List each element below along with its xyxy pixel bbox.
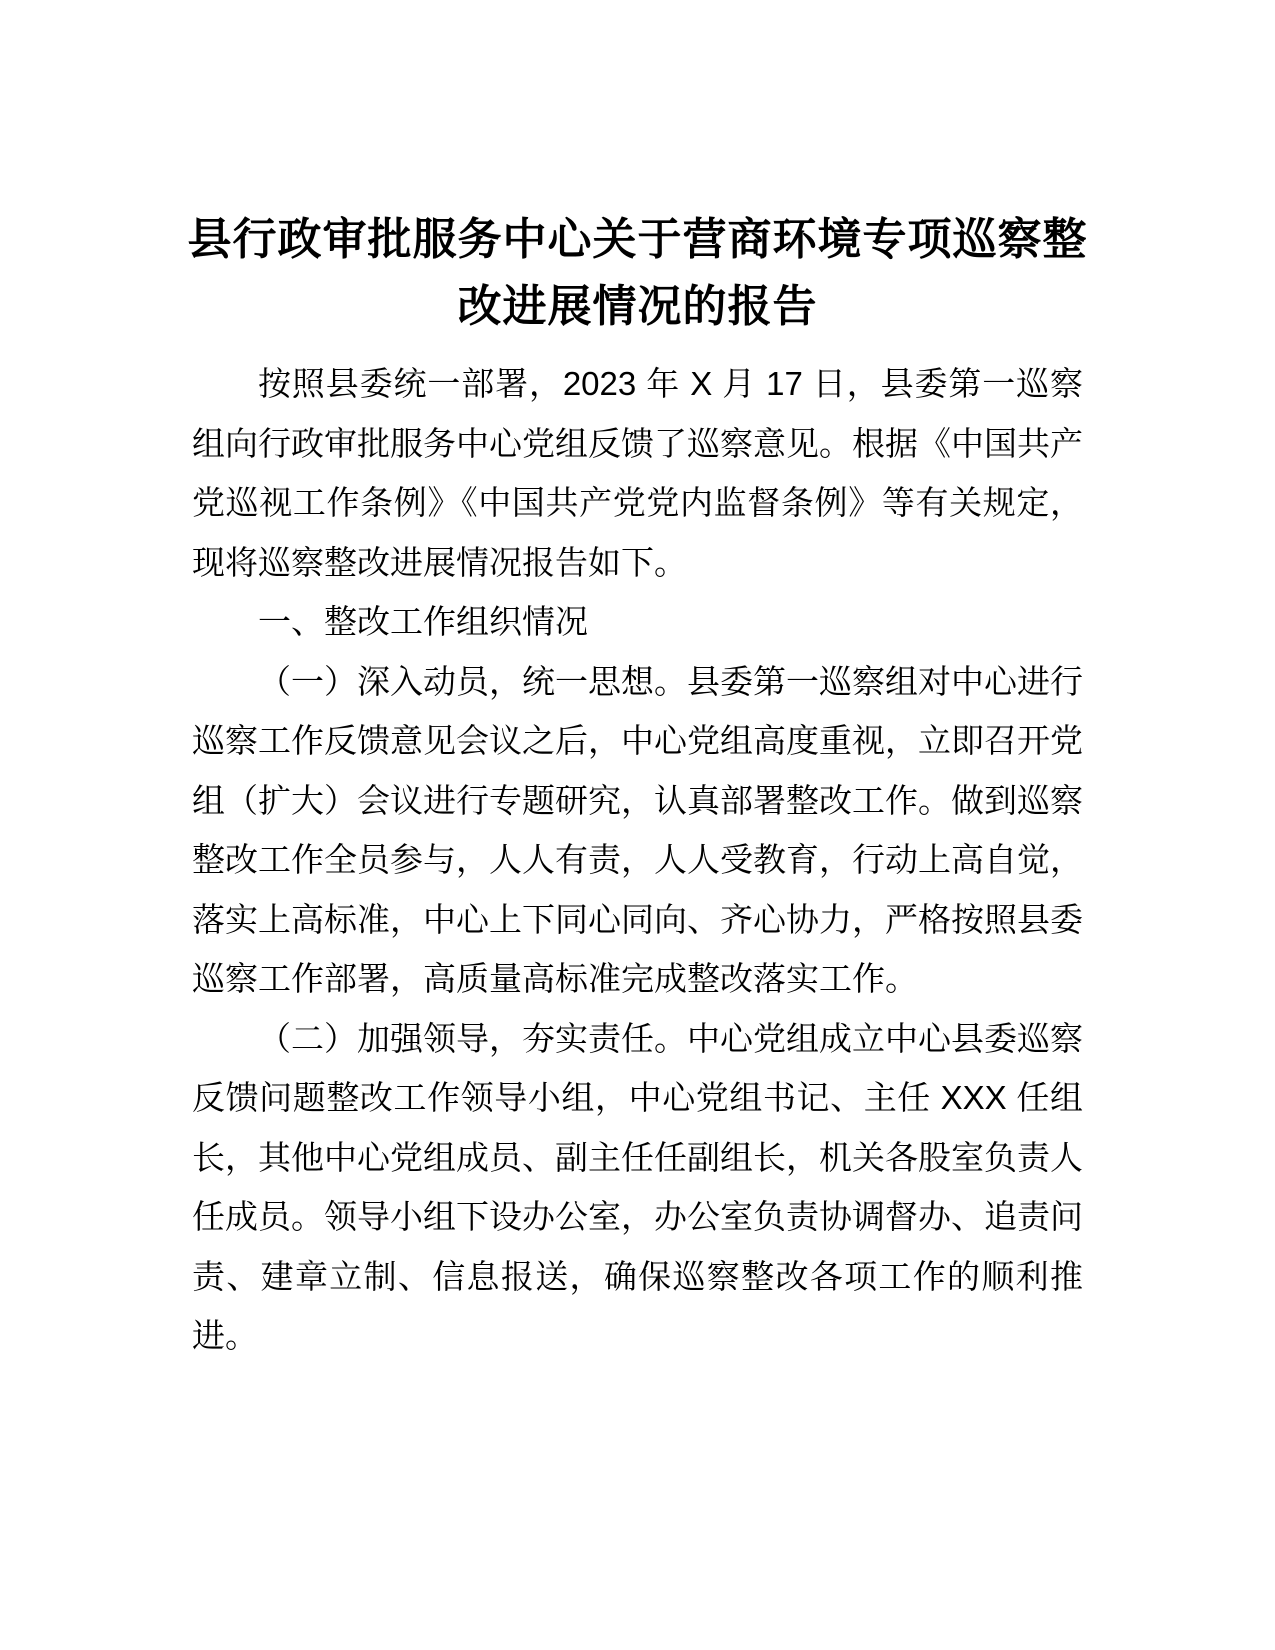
paragraph-2-line-6: 巡察工作部署，高质量高标准完成整改落实工作。	[192, 960, 918, 997]
paragraph-1-line-3: 党巡视工作条例》《中国共产党党内监督条例》等有关规定，	[192, 484, 1083, 521]
paragraph-1-line-4: 现将巡察整改进展情况报告如下。	[192, 543, 687, 581]
paragraph-1-line-1: 按照县委统一部署，2023 年 X 月 17 日，县委第一巡察	[258, 365, 1083, 402]
paragraph-1-line-2: 组向行政审批服务中心党组反馈了巡察意见。根据《中国共产	[192, 424, 1083, 462]
paragraph-2-line-2: 巡察工作反馈意见会议之后，中心党组高度重视，立即召开党	[192, 722, 1083, 759]
title-line-2: 改进展情况的报告	[457, 282, 818, 331]
paragraph-2-line-4: 整改工作全员参与，人人有责，人人受教育，行动上高自觉，	[192, 841, 1083, 878]
section-heading-1: 一、整改工作组织情况	[258, 603, 588, 640]
document-body	[192, 354, 1083, 1366]
paragraph-3-line-5: 责、建章立制、信息报送，确保巡察整改各项工作的顺利推	[192, 1257, 1083, 1295]
document-title	[0, 0, 1275, 340]
paragraph-3-line-2: 反馈问题整改工作领导小组，中心党组书记、主任 XXX 任组	[192, 1079, 1083, 1116]
paragraph-3-line-6: 进。	[192, 1317, 258, 1354]
paragraph-3-line-3: 长，其他中心党组成员、副主任任副组长，机关各股室负责人	[192, 1138, 1083, 1176]
title-line-1: 县行政审批服务中心关于营商环境专项巡察整	[187, 215, 1088, 264]
paragraph-2-line-1: （一）深入动员，统一思想。县委第一巡察组对中心进行	[258, 662, 1083, 700]
paragraph-2-line-3: 组（扩大）会议进行专题研究，认真部署整改工作。做到巡察	[192, 781, 1083, 819]
paragraph-2-line-5: 落实上高标准，中心上下同心同向、齐心协力，严格按照县委	[192, 900, 1083, 938]
paragraph-3-line-4: 任成员。领导小组下设办公室，办公室负责协调督办、追责问	[192, 1198, 1083, 1235]
paragraph-3-line-1: （二）加强领导，夯实责任。中心党组成立中心县委巡察	[258, 1019, 1083, 1057]
